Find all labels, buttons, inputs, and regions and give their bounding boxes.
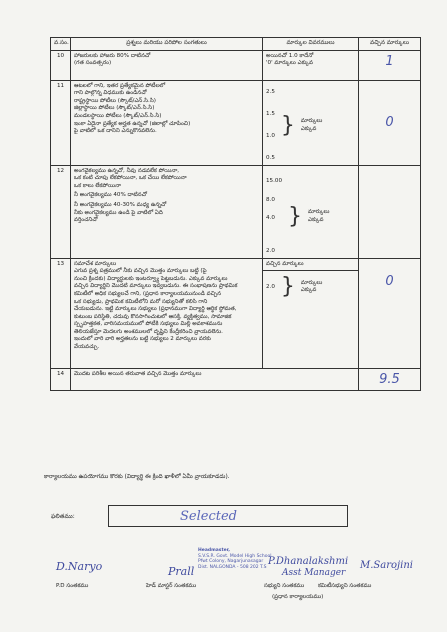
mark-value: 2.5 <box>266 88 275 95</box>
question-line: స్పృహత్తకత, వారిసమయములో పోటీకి సభ్యులు మిల్లి అవకాశమును <box>74 321 223 328</box>
header-questions: ప్రశ్నలు మరియు పరిపోల సంగతులు <box>71 38 263 51</box>
row-question <box>71 80 263 165</box>
marks-line: '0' మార్కులు ఎక్కువ <box>266 60 314 67</box>
result-label: ఫలితము: <box>51 513 75 520</box>
member-signature-label: సభ్యుని సంతకము <box>264 583 305 589</box>
table-row <box>51 50 421 80</box>
stamp-line: Headmaster, <box>198 548 230 553</box>
marks-label: ఎక్కువ <box>308 216 324 223</box>
question-line: మొదట పరిశీల అయిన తరువాత వచ్చిన మొత్తం మార్కులు <box>74 370 202 377</box>
obtained-value: 0 <box>385 273 394 289</box>
question-line: నీ అంగవైకల్యము 40% దాటినచో <box>74 192 147 199</box>
row-obtained <box>359 165 421 258</box>
office-use-note: కార్యాలయము ఉపయోగము కొరకు (విద్యార్థి ఈ క్రింది ఖాళీలో ఏమీ వ్రాయకూడదు). <box>44 474 230 480</box>
row-marks <box>263 165 359 258</box>
committee-signature-label: కమిటీసభ్యుని సంతకము <box>318 583 372 589</box>
question-line: చేయబడును. ఇట్టి మార్కులు సభ్యులు (ప్రధానముగా విద్యార్థి ఆర్థిక స్థోమత, <box>74 306 237 313</box>
brace-icon: } <box>280 112 295 138</box>
row-question <box>71 50 263 80</box>
question-line: జిల్లాస్థాయి పోటీలు (స్కౌట్/ఎన్.సి.సి) <box>74 105 155 112</box>
table-row <box>51 80 421 165</box>
obtained-value: 9.5 <box>379 371 400 387</box>
row-number: 14 <box>51 368 71 391</box>
question-line: గాని పాల్గొన్న విధముకు ఉండినచో <box>74 90 147 97</box>
mark-value: 8.0 <box>266 196 275 203</box>
hm-signature-label: హెడ్ మాస్టర్ సంతకము <box>146 583 197 589</box>
question-line: ఒక కంటి చూపు లేకపోయినా, ఒక చేయి లేకపోయినా <box>74 175 187 182</box>
hm-signature: Prall <box>168 565 195 578</box>
marks-line: అయినచో 1.0 కాదేనో <box>266 52 314 59</box>
mark-value: 15.00 <box>266 177 283 184</box>
question-line: ఒక సభ్యుడు, ప్రాథమిక కమిటీలోని మరో సభ్యునితో కలిసి గాని <box>74 298 208 305</box>
table-row <box>51 258 421 368</box>
row-question <box>71 368 359 391</box>
stamp-line: Dist. NALGONDA - 508 202 T.S <box>198 564 267 570</box>
question-line: తెలియజేస్తూ మెదలగు అంశములలో దృష్టిని కేంద్రీకరించి వ్రాయవలెను. <box>74 328 223 335</box>
question-line: నీ అంగవైకల్యము 40-30% మధ్య ఉన్నచో <box>74 202 167 208</box>
table-header-row <box>51 38 421 51</box>
mark-value: 2.0 <box>266 248 275 255</box>
header-marks-obtained: వచ్చిన మార్కులు <box>359 38 421 51</box>
marks-subheader: వచ్చిన మార్కులు <box>263 259 358 272</box>
question-line: ఇందులో వారి వారి అర్హతలను బట్టి సభ్యులు 2 మార్కులు వరకు <box>74 336 211 343</box>
question-line: ఎగువ ప్రశ్న పత్రములో నీకు వచ్చిన మొత్తం మార్కులు బట్టి (పై <box>74 268 207 275</box>
mark-value: 1.0 <box>266 133 275 140</box>
obtained-value: 1 <box>385 53 394 69</box>
question-line: హాజరులకు హాజరు 80% దాటినచో <box>74 52 151 59</box>
member-signature: P.Dhanalakshmi <box>268 556 349 567</box>
question-line: రాష్ట్రస్థాయి పోటీలు (స్కౌట్/ఎన్.సి.సి) <box>74 97 156 104</box>
question-line: నుంచి క్రిందకు) విద్యార్థులకు ఇంటర్వ్యూ పెట్టబడును. ఎక్కువ మార్కులు <box>74 275 228 282</box>
school-stamp <box>198 548 276 571</box>
pd-signature: D.Naryo <box>56 560 103 573</box>
question-line: ఇంకా ఏదైనా ప్రత్యేక అర్హత ఉన్నచో (జిలాల్లో చూపించి) <box>74 120 191 127</box>
row-obtained <box>359 258 421 368</box>
office-label: (ప్రధాన కార్యాలయము) <box>272 594 324 600</box>
row-number: 12 <box>51 165 71 258</box>
question-line: ఒక కాలు లేకపోయినా <box>74 182 121 189</box>
table-row <box>51 165 421 258</box>
mark-value: 1.5 <box>266 110 275 117</box>
marks-label: మార్కులు <box>300 118 323 125</box>
row-marks <box>263 258 359 368</box>
question-line: వర్తించనిచో <box>74 217 98 224</box>
row-marks <box>263 50 359 80</box>
row-obtained <box>359 368 421 391</box>
question-line: మండలస్థాయి పోటీలు (స్కౌట్/ఎన్.సి.సి) <box>74 113 162 119</box>
row-number: 10 <box>51 50 71 80</box>
question-title: సమాచేశ మార్కులు <box>74 260 117 267</box>
marks-label: ఎక్కువ <box>300 287 317 294</box>
question-line: కమిటీలో అధిక సభ్యులచే గాని, (ప్రధాన కార్యాలయమునుండి వచ్చిన <box>74 291 222 297</box>
result-value: Selected <box>180 509 237 524</box>
question-line: ఆటలలో గాని, ఇతర ప్రత్యేకమైన పోటీలలో <box>74 82 166 89</box>
row-question <box>71 165 263 258</box>
question-line: వేయవచ్చు. <box>74 343 100 350</box>
question-line: వచ్చిన విద్యార్థిని మొదటి మార్కులు ఇవ్వబడును. ఈ సంభాషణను ప్రాథమిక <box>74 283 238 290</box>
member-designation: Asst Manager <box>282 568 346 578</box>
stamp-line: Pfwt Colony, Nagarjunasagar <box>198 559 264 565</box>
header-marks-details: మార్కుల వివరములు <box>263 38 359 51</box>
row-obtained <box>359 80 421 165</box>
marks-label: మార్కులు <box>300 279 323 286</box>
row-number: 11 <box>51 80 71 165</box>
question-line: నీకు అంగవైకల్యము ఉండి పై వాటిలో ఏది <box>74 209 163 216</box>
question-line: అంగవైకల్యము ఉన్నచో, నీవు నడవలేక పోయినా, <box>74 167 180 174</box>
marks-label: మార్కులు <box>308 209 330 216</box>
table-row <box>51 368 421 391</box>
question-line: (గత సంవత్సరం) <box>74 60 112 67</box>
header-serial: వ.సం. <box>51 38 71 51</box>
row-marks <box>263 80 359 165</box>
question-line: పై వాటిలో ఒక దానిని ఎన్నుకొనవలెను. <box>74 128 157 135</box>
brace-icon: } <box>280 274 295 300</box>
question-line: కుటుంబ పరిస్థితి, చదువు కొనసాగించుటలో ఆసక్తి, వ్యక్తిత్వము, సామాజిక <box>74 313 232 320</box>
row-question <box>71 258 263 368</box>
marks-table <box>50 37 421 391</box>
mark-value: 2.0 <box>266 283 275 290</box>
mark-value: 0.5 <box>266 155 275 162</box>
row-obtained <box>359 50 421 80</box>
row-number: 13 <box>51 258 71 368</box>
pd-signature-label: P.D సంతకము <box>56 583 89 589</box>
marks-label: ఎక్కువ <box>300 125 317 132</box>
stamp-line: S.V.S.R. Govt. Model High School <box>198 553 272 559</box>
committee-signature: M.Sarojini <box>360 560 413 571</box>
brace-icon: } <box>288 203 303 229</box>
obtained-value: 0 <box>385 115 394 131</box>
mark-value: 4.0 <box>266 215 275 222</box>
